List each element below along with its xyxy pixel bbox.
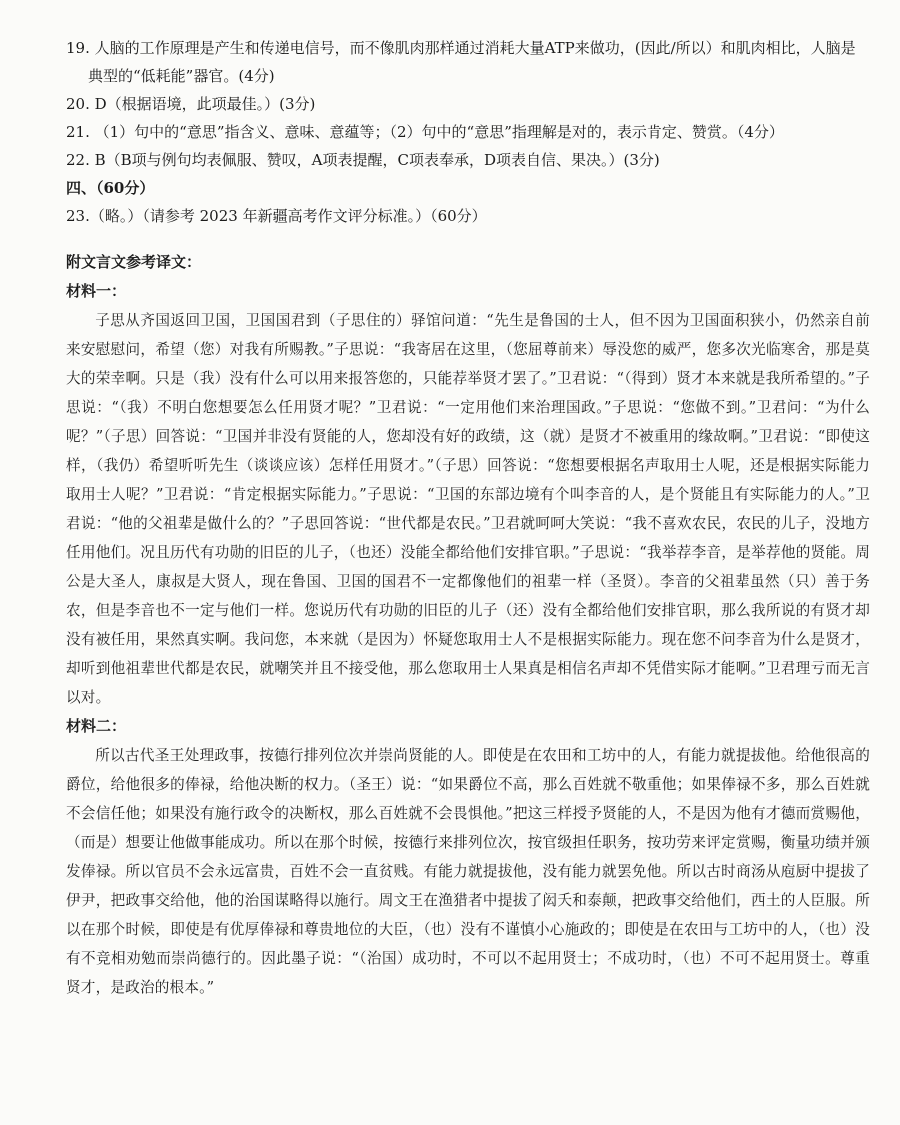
answer-21: 21. （1）句中的“意思”指含义、意味、意蕴等；（2）句中的“意思”指理解是对的，表示肯定、赞赏。（4分）: [66, 123, 784, 141]
material-two-translation: 所以古代圣王处理政事，按德行排列位次并崇尚贤能的人。即使是在农田和工坊中的人，有能力就提拔他。给他很高的爵位，给他很多的俸禄，给他决断的权力。（圣王）说：“如果爵位不高，那么百姓就不敬重他；如果俸禄不多，那么百姓就不会信任他；如果没有施行政令的决断权，那么百姓就不会畏惧他。”把这三样授予贤能的人，不是因为他有才德而赏赐他，（而是）想要让他做事能成功。所以在那个时候，按德行来排列位次，按官级担任职务，按功劳来评定赏赐，衡量功绩并颁发俸禄。所以官员不会永远富贵，百姓不会一直贫贱。有能力就提拔他，没有能力就罢免他。所以古时商汤从庖厨中提拔了伊尹，把政事交给他，他的治国谋略得以施行。周文王在渔猎者中提拔了闳夭和泰颠，把政事交给他们，西土的人臣服。所以在那个时候，即使是有优厚俸禄和尊贵地位的大臣，（也）没有不谨慎小心施政的；即使是在农田与工坊中的人，（也）没有不竞相劝勉而崇尚德行的。因此墨子说：“（治国）成功时，不可以不起用贤士；不成功时，（也）不可不起用贤士。尊重贤才，是政治的根本。”: [66, 747, 870, 996]
answer-23: 23.（略。）（请参考 2023 年新疆高考作文评分标准。）（60分）: [66, 207, 487, 225]
material-two-heading: 材料二：: [66, 717, 127, 735]
answer-section: [66, 34, 870, 230]
answer-19: 19. 人脑的工作原理是产生和传递电信号，而不像肌肉那样通过消耗大量ATP来做功，(因此/所以）和肌肉相比，人脑是典型的“低耗能”器官。(4分): [66, 39, 856, 85]
appendix-title: 附文言文参考译文：: [66, 253, 202, 271]
material-one-translation: 子思从齐国返回卫国，卫国国君到（子思住的）驿馆问道：“先生是鲁国的士人，但不因为卫国面积狭小，仍然亲自前来安慰慰问，希望（您）对我有所赐教。”子思说：“我寄居在这里，（您屈尊前来）辱没您的威严，您多次光临寒舍，那是莫大的荣幸啊。只是（我）没有什么可以用来报答您的，只能荐举贤才罢了。”卫君说：“（得到）贤才本来就是我所希望的。”子思说：“（我）不明白您想要怎么任用贤才呢？”卫君说：“一定用他们来治理国政。”子思说：“您做不到。”卫君问：“为什么呢？”（子思）回答说：“卫国并非没有贤能的人，您却没有好的政绩，这（就）是贤才不被重用的缘故啊。”卫君说：“即使这样，（我仍）希望听听先生（谈谈应该）怎样任用贤才。”（子思）回答说：“您想要根据名声取用士人呢，还是根据实际能力取用士人呢？”卫君说：“肯定根据实际能力。”子思说：“卫国的东部边境有个叫李音的人，是个贤能且有实际能力的人。”卫君说：“他的父祖辈是做什么的？”子思回答说：“世代都是农民。”卫君就呵呵大笑说：“我不喜欢农民，农民的儿子，没地方任用他们。况且历代有功勋的旧臣的儿子，（也还）没能全都给他们安排官职。”子思说：“我举荐李音，是举荐他的贤能。周公是大圣人，康叔是大贤人，现在鲁国、卫国的国君不一定都像他们的祖辈一样（圣贤）。李音的父祖辈虽然（只）善于务农，但是李音也不一定与他们一样。您说历代有功勋的旧臣的儿子（还）没有全都给他们安排官职，那么我所说的有贤才却没有被任用，果然真实啊。我问您，本来就（是因为）怀疑您取用士人不是根据实际能力。现在您不问李音为什么是贤才，却听到他祖辈世代都是农民，就嘲笑并且不接受他，那么您取用士人果真是相信名声却不凭借实际才能啊。”卫君理亏而无言以对。: [66, 312, 870, 706]
answer-22: 22. B（B项与例句均表佩服、赞叹，A项表提醒，C项表奉承，D项表自信、果决。）(3分): [66, 151, 660, 169]
material-one-heading: 材料一：: [66, 282, 127, 300]
answer-20: 20. D（根据语境，此项最佳。）(3分): [66, 95, 316, 113]
section-four-heading: 四、（60分）: [66, 179, 155, 197]
